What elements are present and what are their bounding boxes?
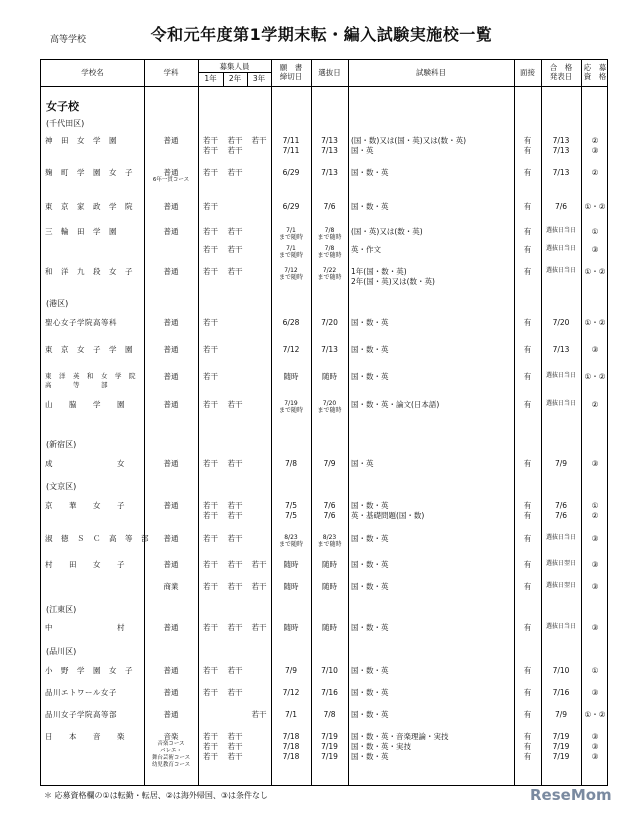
cell-iv: 有 有 有: [523, 732, 532, 761]
cell-res: 7/10: [552, 666, 570, 675]
cell-q: ②: [591, 400, 599, 409]
course-sub-label: 6年一貫コース: [152, 177, 190, 183]
cell-exam: 7/13 7/13: [321, 136, 338, 155]
cell-res: 選抜日当日: [545, 245, 576, 252]
cell-y2: 若干: [227, 623, 243, 632]
cell-res: 7/16: [552, 688, 570, 697]
cell-exam: 7/20: [321, 318, 338, 327]
cell-y1: 若干: [203, 534, 218, 543]
cell-subj: 国・数・英 英・基礎問題(国・数): [351, 501, 425, 520]
cell-res: 選抜日当日: [545, 534, 576, 541]
cell-y1: 若干: [203, 168, 218, 177]
cell-course: 普通: [163, 202, 179, 211]
cell-res: 7/6 7/6: [554, 501, 568, 520]
cell-course: 音楽: [163, 732, 179, 741]
col-year3: 3年: [252, 74, 266, 83]
cell-iv: 有: [523, 400, 532, 409]
cell-y1: 若干: [203, 245, 218, 254]
cell-y3: 若干: [251, 560, 267, 569]
cell-deadline: 7/9: [284, 666, 298, 675]
cell-subj: 国・数・英: [351, 582, 389, 591]
cell-subj: 国・数・英: [351, 318, 389, 327]
col-course: 学科: [163, 68, 179, 77]
cell-iv: 有: [523, 202, 532, 211]
cell-res: 7/9: [554, 710, 568, 719]
footnote: ＊ 応募資格欄の①は転勤・転居、②は海外帰国、③は条件なし: [44, 791, 269, 800]
cell-exam: 8/23 まで随時: [317, 534, 342, 548]
ward-label: (江東区): [46, 605, 77, 614]
cell-course: 商業: [163, 582, 179, 591]
cell-course: 普通: [163, 267, 179, 276]
cell-y1: 若干: [203, 202, 218, 211]
cell-exam: 7/20 まで随時: [317, 400, 342, 414]
cell-q: ②: [591, 168, 599, 177]
cell-y2: 若干: [227, 267, 243, 276]
cell-iv: 有 有: [523, 136, 532, 155]
cell-subj: 国・数・英: [351, 688, 389, 697]
cell-res: 7/13: [552, 168, 570, 177]
school-name: 小 野 学 園 女 子: [45, 666, 133, 675]
school-name: 東 洋 英 和 女 学 院 高 等 部: [45, 372, 136, 389]
cell-q: ③: [591, 245, 599, 254]
cell-y1: 若干: [203, 372, 218, 381]
cell-exam: 7/6: [323, 202, 336, 211]
school-name: 中 村: [45, 623, 125, 632]
cell-course: 普通: [163, 710, 179, 719]
col-year2: 2年: [228, 74, 242, 83]
cell-y2: 若干: [227, 459, 243, 468]
ward-label: (千代田区): [46, 119, 85, 128]
cell-iv: 有: [523, 534, 532, 543]
cell-iv: 有: [523, 560, 532, 569]
col-deadline: 願 書 締切日: [279, 63, 303, 81]
cell-q: ② ③: [591, 136, 599, 155]
cell-q: ③ ③ ③: [591, 732, 599, 761]
cell-res: 選抜日当日: [545, 372, 576, 379]
cell-q: ③: [591, 623, 599, 632]
cell-subj: 国・数・英・音楽理論・実技 国・数・英・実技 国・数・英: [351, 732, 449, 761]
cell-course: 普通: [163, 168, 179, 177]
cell-subj: 英・作文: [351, 245, 381, 254]
cell-exam: 7/13: [321, 168, 338, 177]
cell-exam: 7/6 7/6: [323, 501, 336, 520]
cell-deadline: 7/8: [284, 459, 298, 468]
cell-y1: 若干: [203, 459, 218, 468]
cell-exam: 随時: [322, 372, 337, 381]
cell-q: ③: [591, 582, 599, 591]
cell-iv: 有: [523, 666, 532, 675]
cell-q: ①: [591, 227, 599, 236]
cell-exam: 7/19 7/19 7/19: [321, 732, 338, 761]
school-name: 和 洋 九 段 女 子: [45, 267, 133, 276]
cell-res: 選抜日当日: [545, 267, 576, 274]
cell-deadline: 随時: [283, 560, 299, 569]
cell-y1: 若干 若干: [203, 501, 218, 520]
cell-res: 選抜日翌日: [545, 560, 576, 567]
cell-y2: 若干: [227, 560, 243, 569]
school-name: 村 田 女 子: [45, 560, 125, 569]
cell-course: 普通: [163, 623, 179, 632]
cell-subj: 国・数・英: [351, 168, 389, 177]
cell-y1: 若干: [203, 318, 218, 327]
cell-y1: 若干: [203, 227, 218, 236]
cell-iv: 有: [523, 245, 532, 254]
schedule-table: [40, 59, 608, 786]
col-result-date: 合 格 発表日: [549, 63, 573, 81]
cell-y2: 若干 若干: [227, 136, 243, 155]
cell-course: 普通: [163, 688, 179, 697]
cell-y2: 若干: [227, 666, 243, 675]
cell-y3: 若干: [251, 582, 267, 591]
cell-q: ①: [591, 666, 599, 675]
cell-y1: 若干: [203, 345, 218, 354]
cell-subj: 国・数・英・論文(日本語): [351, 400, 440, 409]
cell-q: ③: [591, 688, 599, 697]
cell-exam: 7/8 まで随時: [317, 227, 342, 241]
cell-subj: 国・数・英: [351, 666, 389, 675]
cell-iv: 有: [523, 168, 532, 177]
col-subjects: 試験科目: [416, 68, 446, 77]
cell-y1: 若干: [203, 666, 218, 675]
cell-iv: 有: [523, 623, 532, 632]
cell-q: ③: [591, 560, 599, 569]
cell-q: ①・②: [584, 267, 606, 276]
cell-y2: 若干: [227, 582, 243, 591]
section-girls-school: 女子校: [46, 100, 79, 113]
cell-y2: 若干: [227, 400, 243, 409]
school-name: 山 脇 学 園: [45, 400, 125, 409]
cell-q: ①・②: [584, 710, 606, 719]
cell-deadline: 6/29: [282, 202, 300, 211]
cell-course: 普通: [163, 501, 179, 510]
cell-deadline: 随時: [283, 623, 299, 632]
ward-label: (新宿区): [46, 440, 77, 449]
school-name: 淑 徳 Ｓ Ｃ 高 等 部: [45, 534, 149, 543]
school-name: 東 京 女 子 学 園: [45, 345, 133, 354]
cell-y3: 若干: [251, 710, 267, 719]
cell-deadline: 7/19 まで随時: [278, 400, 303, 414]
cell-exam: 7/13: [321, 345, 338, 354]
cell-y1: 若干: [203, 560, 218, 569]
cell-y2: 若干 若干: [227, 501, 243, 520]
cell-subj: 国・数・英: [351, 623, 389, 632]
cell-exam: 7/10: [321, 666, 338, 675]
cell-y1: 若干 若干: [203, 136, 218, 155]
cell-subj: 国・数・英: [351, 560, 389, 569]
cell-exam: 7/22 まで随時: [317, 267, 342, 281]
cell-y1: 若干: [203, 267, 218, 276]
col-qualification: 応 募 資 格: [583, 63, 607, 81]
cell-course: 普通: [163, 345, 179, 354]
cell-y2: 若干: [227, 227, 243, 236]
col-exam-date: 選抜日: [318, 68, 341, 77]
course-sub-label: 音楽コース バレエ・ 舞台芸術コース 幼児教育コース: [151, 741, 191, 768]
school-name: 東 京 家 政 学 院: [45, 202, 133, 211]
cell-deadline: 7/12: [282, 345, 300, 354]
cell-subj: (国・数)又は(国・英)又は(数・英) 国・英: [351, 136, 467, 155]
cell-deadline: 8/23 まで随時: [278, 534, 303, 548]
cell-course: 普通: [163, 227, 179, 236]
school-name: 神 田 女 学 園: [45, 136, 117, 145]
cell-deadline: 7/11 7/11: [282, 136, 300, 155]
school-name: 品川エトワール女子: [45, 688, 117, 697]
school-name: 京 華 女 子: [45, 501, 125, 510]
cell-y2: 若干: [227, 168, 243, 177]
cell-subj: 国・数・英: [351, 202, 389, 211]
cell-course: 普通: [163, 459, 179, 468]
cell-course: 普通: [163, 318, 179, 327]
cell-course: 普通: [163, 534, 179, 543]
cell-exam: 随時: [322, 582, 337, 591]
cell-res: 7/9: [554, 459, 568, 468]
cell-y1: 若干: [203, 623, 218, 632]
cell-deadline: 7/5 7/5: [284, 501, 298, 520]
cell-res: 7/13: [552, 345, 570, 354]
cell-res: 7/19 7/19 7/19: [552, 732, 570, 761]
cell-deadline: 7/18 7/18 7/18: [282, 732, 300, 761]
school-name: 成 女: [45, 459, 125, 468]
cell-q: ①・②: [584, 372, 606, 381]
cell-iv: 有: [523, 267, 532, 276]
cell-y2: 若干: [227, 245, 243, 254]
cell-exam: 7/16: [321, 688, 338, 697]
school-type-label: 高等学校: [50, 35, 87, 45]
cell-subj: 国・数・英: [351, 710, 389, 719]
ward-label: (港区): [46, 299, 69, 308]
cell-res: 7/20: [552, 318, 570, 327]
cell-q: ①・②: [584, 318, 606, 327]
ward-label: (文京区): [46, 482, 77, 491]
cell-res: 選抜日当日: [545, 227, 576, 234]
cell-y1: 若干 若干 若干: [203, 732, 218, 761]
school-name: 日 本 音 楽: [45, 732, 125, 741]
cell-res: 選抜日当日: [545, 623, 576, 630]
cell-course: 普通: [163, 666, 179, 675]
cell-course: 普通: [163, 136, 179, 145]
cell-deadline: 6/28: [282, 318, 300, 327]
cell-iv: 有: [523, 459, 532, 468]
cell-q: ①・②: [584, 202, 606, 211]
cell-exam: 7/8 まで随時: [317, 245, 342, 259]
cell-subj: 国・数・英: [351, 345, 389, 354]
cell-deadline: 7/12: [282, 688, 300, 697]
col-year1: 1年: [204, 74, 217, 83]
cell-deadline: 随時: [283, 582, 299, 591]
cell-deadline: 7/1: [284, 710, 298, 719]
cell-iv: 有 有: [523, 501, 532, 520]
cell-course: 普通: [163, 372, 179, 381]
cell-course: 普通: [163, 400, 179, 409]
cell-exam: 7/9: [323, 459, 336, 468]
cell-iv: 有: [523, 372, 532, 381]
school-name: 麹 町 学 園 女 子: [45, 168, 133, 177]
cell-iv: 有: [523, 710, 532, 719]
cell-subj: 1年(国・数・英) 2年(国・英)又は(数・英): [351, 267, 435, 286]
cell-iv: 有: [523, 582, 532, 591]
cell-res: 選抜日当日: [545, 400, 576, 407]
cell-deadline: 随時: [283, 372, 299, 381]
cell-q: ③: [591, 345, 599, 354]
cell-deadline: 7/1 まで随時: [278, 227, 303, 241]
cell-y1: 若干: [203, 400, 218, 409]
cell-subj: 国・数・英: [351, 372, 389, 381]
cell-q: ① ②: [591, 501, 599, 520]
cell-y2: 若干: [227, 534, 243, 543]
cell-y2: 若干 若干 若干: [227, 732, 243, 761]
cell-iv: 有: [523, 318, 532, 327]
watermark-logo: ReseMom: [530, 786, 612, 804]
cell-subj: 国・英: [351, 459, 374, 468]
cell-exam: 随時: [322, 623, 337, 632]
cell-y3: 若干: [251, 623, 267, 632]
cell-res: 7/13 7/13: [552, 136, 570, 155]
cell-res: 選抜日翌日: [545, 582, 576, 589]
cell-deadline: 7/1 まで随時: [278, 245, 303, 259]
cell-exam: 7/8: [323, 710, 336, 719]
cell-q: ③: [591, 534, 599, 543]
school-name: 品川女子学院高等部: [45, 710, 117, 719]
col-school: 学校名: [81, 68, 104, 77]
cell-y1: 若干: [203, 688, 218, 697]
cell-iv: 有: [523, 345, 532, 354]
cell-y3: 若干: [251, 136, 267, 145]
cell-iv: 有: [523, 227, 532, 236]
cell-iv: 有: [523, 688, 532, 697]
cell-deadline: 7/12 まで随時: [278, 267, 303, 281]
cell-subj: (国・英)又は(数・英): [351, 227, 423, 236]
ward-label: (品川区): [46, 647, 77, 656]
school-name: 三 輪 田 学 園: [45, 227, 117, 236]
document-title: 令和元年度第1学期末転・編入試験実施校一覧: [150, 25, 493, 44]
cell-deadline: 6/29: [282, 168, 300, 177]
col-recruit: 募集人員: [219, 62, 250, 71]
cell-subj: 国・数・英: [351, 534, 389, 543]
cell-q: ③: [591, 459, 599, 468]
cell-exam: 随時: [322, 560, 337, 569]
cell-res: 7/6: [554, 202, 568, 211]
cell-y1: 若干: [203, 582, 218, 591]
cell-course: 普通: [163, 560, 179, 569]
col-interview: 面接: [520, 68, 535, 77]
school-name: 聖心女子学院高等科: [45, 318, 117, 327]
cell-y2: 若干: [227, 688, 243, 697]
